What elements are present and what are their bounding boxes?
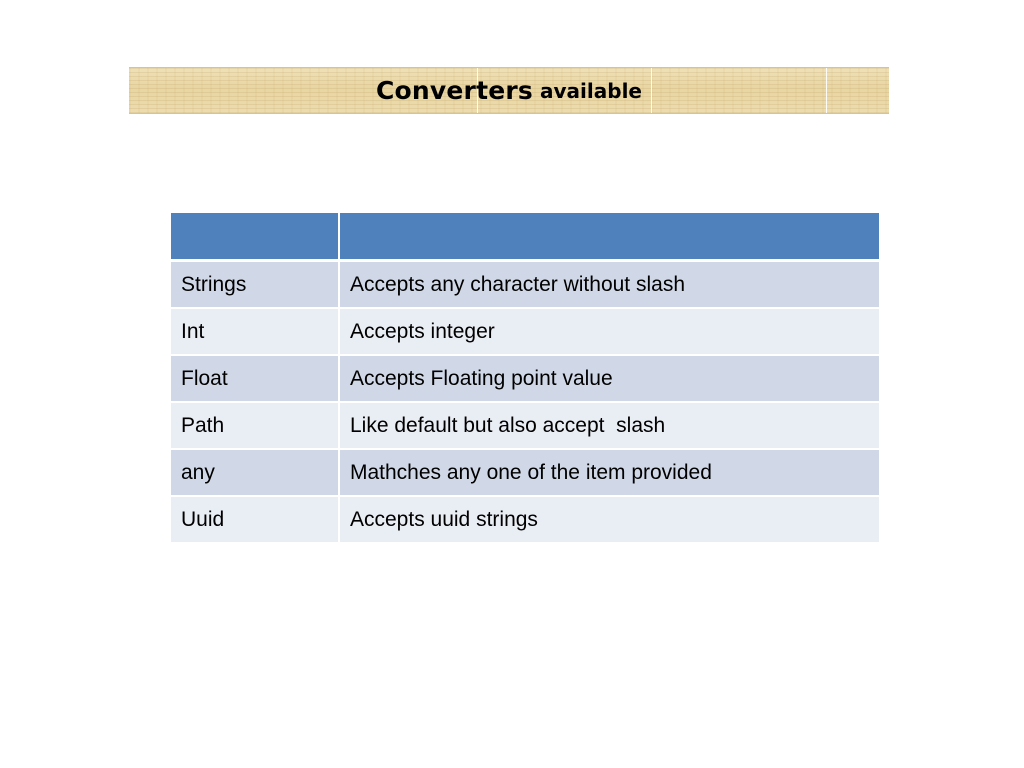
converter-description: Mathches any one of the item provided — [339, 449, 879, 496]
converter-description: Like default but also accept slash — [339, 402, 879, 449]
converter-name: Float — [171, 355, 339, 402]
table-row — [171, 261, 879, 309]
converter-description: Accepts uuid strings — [339, 496, 879, 543]
title-main: Converters — [375, 76, 534, 105]
converter-name: Uuid — [171, 496, 339, 543]
converter-name: any — [171, 449, 339, 496]
header-cell-name — [171, 213, 339, 261]
table-row — [171, 449, 879, 496]
table-row — [171, 308, 879, 355]
converters-table — [171, 213, 879, 544]
converter-description: Accepts any character without slash — [339, 261, 879, 309]
slide-title — [129, 68, 889, 113]
converters-table-wrap — [171, 213, 879, 544]
table-row — [171, 496, 879, 543]
table-row — [171, 402, 879, 449]
converter-name: Path — [171, 402, 339, 449]
converter-name: Strings — [171, 261, 339, 309]
title-banner — [129, 67, 889, 114]
title-sub: available — [540, 78, 642, 103]
converter-description: Accepts Floating point value — [339, 355, 879, 402]
header-cell-description — [339, 213, 879, 261]
converter-description: Accepts integer — [339, 308, 879, 355]
table-header-row — [171, 213, 879, 261]
converter-name: Int — [171, 308, 339, 355]
table-row — [171, 355, 879, 402]
